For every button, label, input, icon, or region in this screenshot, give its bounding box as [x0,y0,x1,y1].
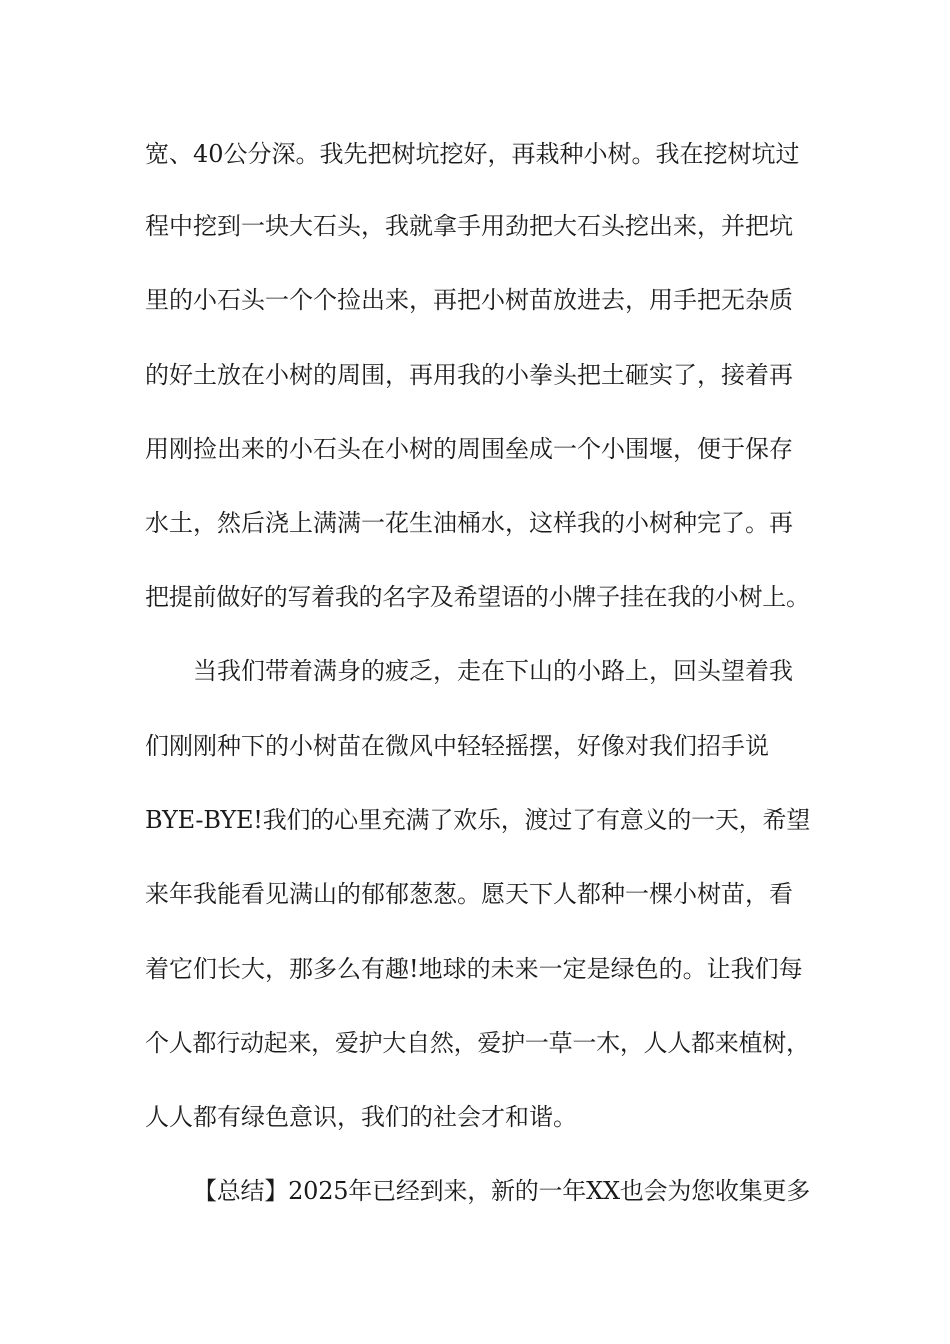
text-line: BYE-BYE!我们的心里充满了欢乐，渡过了有意义的一天，希望 [145,806,811,834]
text-line: 用刚捡出来的小石头在小树的周围垒成一个小围堰，便于保存 [145,435,793,463]
paragraph-first-line: 当我们带着满身的疲乏，走在下山的小路上，回头望着我 [193,657,793,685]
text-line: 把提前做好的写着我的名字及希望语的小牌子挂在我的小树上。 [145,583,810,611]
text-line: 程中挖到一块大石头，我就拿手用劲把大石头挖出来，并把坑 [145,212,793,240]
summary-line: 【总结】2025年已经到来，新的一年XX也会为您收集更多 [193,1177,811,1205]
text-line: 着它们长大，那多么有趣!地球的未来一定是绿色的。让我们每 [145,955,803,983]
text-line: 水土，然后浇上满满一花生油桶水，这样我的小树种完了。再 [145,509,793,537]
text-line: 人人都有绿色意识，我们的社会才和谐。 [145,1103,577,1131]
text-line: 的好土放在小树的周围，再用我的小拳头把土砸实了，接着再 [145,361,793,389]
text-line: 来年我能看见满山的郁郁葱葱。愿天下人都种一棵小树苗，看 [145,880,793,908]
text-line: 个人都行动起来，爱护大自然，爱护一草一木，人人都来植树， [145,1029,810,1057]
text-line: 们刚刚种下的小树苗在微风中轻轻摇摆，好像对我们招手说 [145,732,769,760]
text-line: 里的小石头一个个捡出来，再把小树苗放进去，用手把无杂质 [145,286,793,314]
text-line: 宽、40公分深。我先把树坑挖好，再栽种小树。我在挖树坑过 [145,140,800,168]
